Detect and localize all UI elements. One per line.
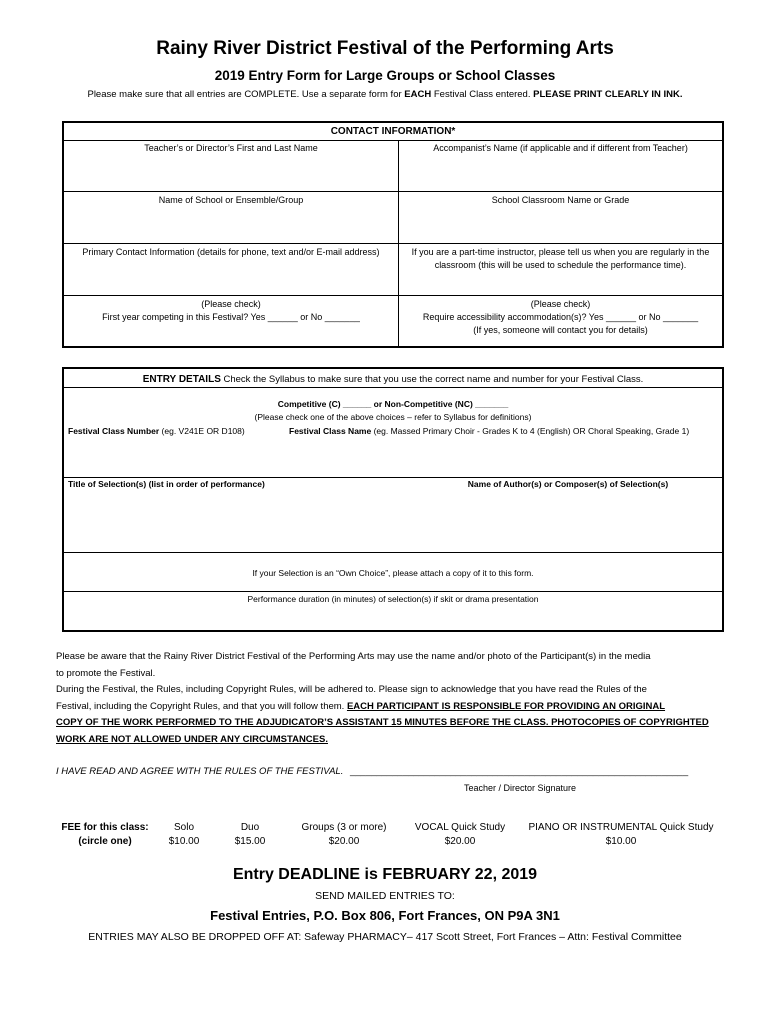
check-note: (Please check one of the above choices – refer to Syllabus for definitions): [254, 412, 532, 422]
festival-class-number-field[interactable]: Festival Class Number (eg. V241E OR D108): [68, 426, 245, 436]
rules-paragraph: Please be aware that the Rainy River District Festival of the Performing Arts may use the name and/or photo of the Participant(s) in the media to promote the Festival. During the Festival, the Rules, including Copyright Rules, will be adhered to. Please sign to acknowledge that you have read the Rules of the Festival, including the Copyright Rules, and that you will follow them. EACH PARTICIPANT IS RESPONSIBLE FOR PROVIDING AN ORIGINAL COPY OF THE WORK PERFORMED TO THE ADJUDICATOR’S ASSISTANT 15 MINUTES BEFORE THE CLASS. PHOTOCOPIES OF COPYRIGHTED WORK ARE NOT ALLOWED UNDER ANY CIRCUMSTANCES.: [56, 651, 709, 745]
page-subtitle: 2019 Entry Form for Large Groups or School Classes: [214, 68, 556, 83]
fee-option-groups[interactable]: Groups (3 or more) $20.00: [301, 822, 387, 847]
fee-option-duo[interactable]: Duo $15.00: [234, 822, 266, 847]
accompanist-name-field[interactable]: Accompanist’s Name (if applicable and if different from Teacher): [433, 143, 688, 153]
fee-option-piano-quick-study[interactable]: PIANO OR INSTRUMENTAL Quick Study $10.00: [528, 822, 714, 847]
instructions: Please make sure that all entries are COMPLETE. Use a separate form for EACH Festival Class entered. PLEASE PRINT CLEARLY IN INK.: [87, 89, 683, 100]
agree-statement: I HAVE READ AND AGREE WITH THE RULES OF THE FESTIVAL. ________________________________________________________________: [56, 766, 689, 777]
selection-title-field[interactable]: Title of Selection(s) (list in order of performance): [68, 479, 265, 489]
fee-option-solo[interactable]: Solo $10.00: [168, 822, 200, 847]
page-title: Rainy River District Festival of the Performing Arts: [156, 38, 614, 59]
fee-option-vocal-quick-study[interactable]: VOCAL Quick Study $20.00: [414, 822, 506, 847]
fee-label: FEE for this class: (circle one): [61, 822, 149, 847]
school-name-field[interactable]: Name of School or Ensemble/Group: [158, 195, 304, 205]
festival-class-name-field[interactable]: Festival Class Name (eg. Massed Primary Choir - Grades K to 4 (English) OR Choral Speaking, Grade 1): [289, 426, 690, 436]
primary-contact-field[interactable]: Primary Contact Information (details for phone, text and/or E-mail address): [82, 247, 380, 257]
send-label: SEND MAILED ENTRIES TO:: [315, 890, 455, 902]
accessibility-check[interactable]: (Please check) Require accessibility accommodation(s)? Yes ______ or No _______ (If yes, someone will contact you for details): [422, 299, 699, 335]
competitive-check[interactable]: Competitive (C) ______ or Non-Competitive (NC) _______: [277, 399, 509, 409]
author-composer-field[interactable]: Name of Author(s) or Composer(s) of Selection(s): [467, 479, 669, 489]
entry-heading: ENTRY DETAILS Check the Syllabus to make sure that you use the correct name and number for your Festival Class.: [142, 374, 644, 385]
signature-label: Teacher / Director Signature: [463, 783, 577, 793]
mailing-address: Festival Entries, P.O. Box 806, Fort Frances, ON P9A 3N1: [210, 908, 560, 923]
teacher-name-field[interactable]: Teacher’s or Director’s First and Last Name: [144, 143, 318, 153]
contact-heading: CONTACT INFORMATION*: [330, 126, 456, 137]
drop-off-note: ENTRIES MAY ALSO BE DROPPED OFF AT: Safeway PHARMACY– 417 Scott Street, Fort Frances – Attn: Festival Committee: [88, 931, 682, 943]
contact-info-box: [62, 121, 724, 348]
part-time-field[interactable]: If you are a part-time instructor, please tell us when you are regularly in the classroom (this will be used to schedule the performance time).: [411, 247, 710, 270]
classroom-name-field[interactable]: School Classroom Name or Grade: [491, 195, 630, 205]
signature-line[interactable]: ________________________________________________________________: [349, 766, 689, 777]
first-year-check[interactable]: (Please check) First year competing in this Festival? Yes ______ or No _______: [102, 299, 360, 322]
own-choice-note: If your Selection is an “Own Choice”, please attach a copy of it to this form.: [252, 568, 534, 578]
entry-details-box: [62, 367, 724, 632]
performance-duration-field[interactable]: Performance duration (in minutes) of selection(s) if skit or drama presentation: [247, 594, 539, 604]
entry-deadline: Entry DEADLINE is FEBRUARY 22, 2019: [232, 866, 538, 883]
